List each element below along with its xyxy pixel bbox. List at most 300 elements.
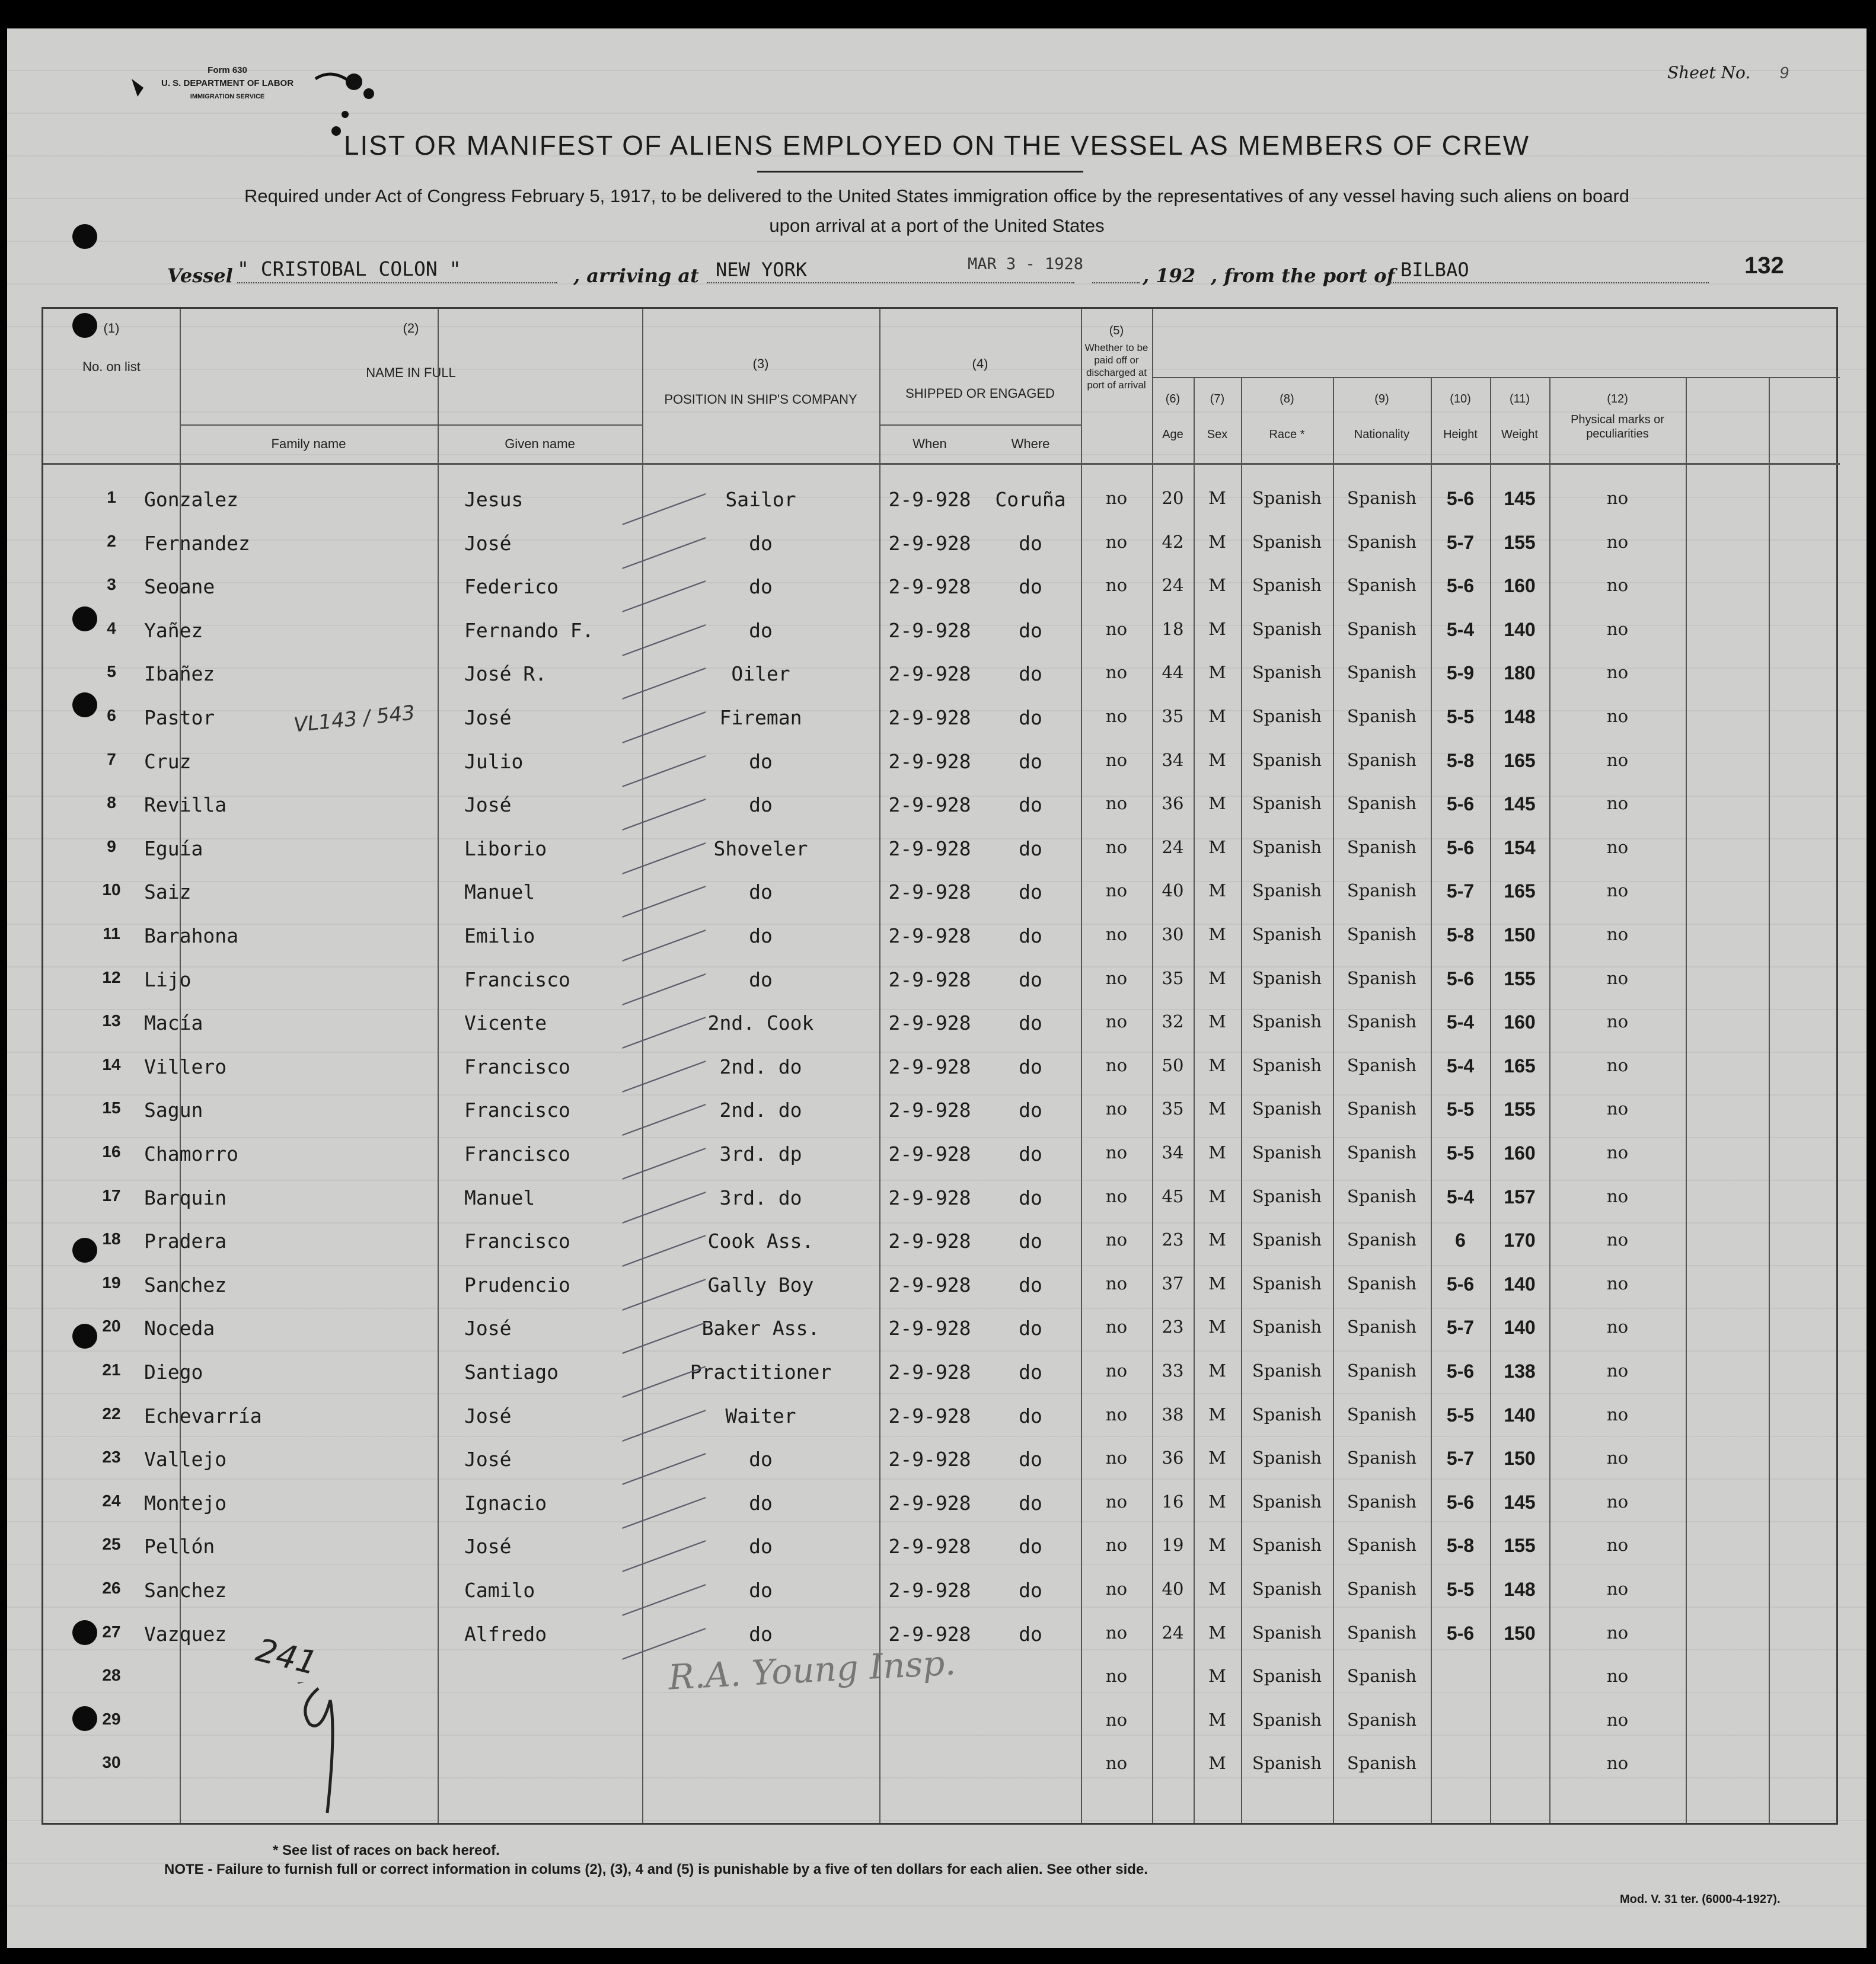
cell-paid: no bbox=[1105, 1361, 1128, 1381]
cell-paid: no bbox=[1105, 1535, 1128, 1556]
cell-nationality: Spanish bbox=[1347, 531, 1417, 552]
cell-when: 2-9-928 bbox=[888, 1579, 971, 1602]
header-c12-num: (12) bbox=[1607, 392, 1628, 405]
department: U. S. DEPARTMENT OF LABOR bbox=[161, 78, 294, 88]
cell-position: do bbox=[749, 924, 773, 947]
cell-weight: 170 bbox=[1504, 1230, 1536, 1251]
table-row bbox=[43, 481, 1840, 525]
cell-no: 11 bbox=[103, 924, 120, 943]
cell-marks: no bbox=[1606, 1535, 1629, 1556]
cell-weight: 160 bbox=[1504, 1142, 1536, 1164]
cell-marks: no bbox=[1606, 1230, 1629, 1250]
cell-family: Chamorro bbox=[144, 1142, 238, 1165]
cell-marks: no bbox=[1606, 1666, 1629, 1687]
cell-no: 6 bbox=[107, 706, 116, 724]
table-row bbox=[43, 568, 1840, 612]
cell-weight: 140 bbox=[1504, 1273, 1536, 1295]
header-c4b: Where bbox=[1011, 436, 1050, 451]
form-number: Form 630 bbox=[208, 65, 247, 75]
cell-marks: no bbox=[1606, 1404, 1629, 1425]
cell-when: 2-9-928 bbox=[888, 488, 971, 511]
cell-height: 5-8 bbox=[1446, 1535, 1475, 1557]
cell-height: 5-6 bbox=[1446, 1273, 1475, 1295]
cell-when: 2-9-928 bbox=[888, 575, 971, 599]
cell-sex: M bbox=[1208, 1098, 1226, 1119]
cell-nationality: Spanish bbox=[1347, 1055, 1417, 1075]
cell-where: do bbox=[1019, 1448, 1042, 1471]
cell-paid: no bbox=[1105, 1404, 1128, 1425]
cell-marks: no bbox=[1606, 749, 1629, 770]
cell-race: Spanish bbox=[1252, 1709, 1322, 1730]
cell-no: 9 bbox=[107, 836, 116, 855]
table-row bbox=[43, 961, 1840, 1005]
arriving-label: , arriving at bbox=[573, 264, 699, 287]
sheet-value: 9 bbox=[1779, 63, 1789, 82]
cell-race: Spanish bbox=[1252, 1098, 1322, 1119]
table-row bbox=[43, 1179, 1840, 1223]
cell-no: 16 bbox=[102, 1142, 121, 1161]
cell-race: Spanish bbox=[1252, 1142, 1322, 1163]
header-c7-num: (7) bbox=[1210, 392, 1225, 405]
cell-age: 16 bbox=[1162, 1491, 1184, 1512]
cell-race: Spanish bbox=[1252, 880, 1322, 901]
cell-race: Spanish bbox=[1252, 1491, 1322, 1512]
header-c4a: When bbox=[913, 436, 947, 451]
cell-when: 2-9-928 bbox=[888, 1535, 971, 1559]
cell-given: Francisco bbox=[464, 967, 570, 991]
cell-position: do bbox=[749, 749, 773, 773]
cell-sex: M bbox=[1208, 575, 1226, 596]
cell-age: 23 bbox=[1162, 1317, 1184, 1337]
cell-sex: M bbox=[1208, 1186, 1226, 1206]
cell-paid: no bbox=[1105, 1230, 1128, 1250]
cell-family: Ibañez bbox=[144, 662, 215, 686]
cell-weight: 155 bbox=[1504, 967, 1536, 989]
cell-no: 25 bbox=[102, 1535, 121, 1554]
table-row bbox=[43, 1222, 1840, 1266]
cell-height: 5-7 bbox=[1446, 531, 1475, 553]
cell-family: Noceda bbox=[144, 1317, 215, 1340]
table-row bbox=[43, 655, 1840, 699]
table-row bbox=[43, 525, 1840, 569]
cell-race: Spanish bbox=[1252, 1273, 1322, 1294]
cell-family: Fernandez bbox=[144, 531, 250, 555]
cell-position: do bbox=[749, 1448, 773, 1471]
cell-family: Revilla bbox=[144, 793, 227, 817]
table-row bbox=[43, 1397, 1840, 1441]
cell-sex: M bbox=[1208, 1230, 1226, 1250]
cell-marks: no bbox=[1606, 924, 1629, 944]
cell-marks: no bbox=[1606, 1186, 1629, 1206]
header-c9: Nationality bbox=[1354, 428, 1410, 441]
cell-given: Ignacio bbox=[464, 1491, 547, 1515]
cell-paid: no bbox=[1105, 488, 1128, 508]
header-c5: Whether to be paid off or discharged at port of arrival bbox=[1084, 342, 1148, 391]
cell-race: Spanish bbox=[1252, 1361, 1322, 1381]
cell-age: 32 bbox=[1162, 1011, 1184, 1032]
cell-age: 18 bbox=[1162, 618, 1184, 639]
cell-sex: M bbox=[1208, 706, 1226, 726]
cell-where: do bbox=[1019, 1011, 1042, 1035]
cell-nationality: Spanish bbox=[1347, 575, 1417, 596]
cell-height: 6 bbox=[1455, 1230, 1466, 1251]
cell-paid: no bbox=[1105, 662, 1128, 683]
cell-marks: no bbox=[1606, 488, 1629, 508]
cell-age: 37 bbox=[1162, 1273, 1184, 1294]
cell-marks: no bbox=[1606, 618, 1629, 639]
header-c4-num: (4) bbox=[972, 356, 988, 371]
manifest-page bbox=[7, 28, 1867, 1948]
cell-race: Spanish bbox=[1252, 706, 1322, 726]
cell-where: do bbox=[1019, 1622, 1042, 1646]
cell-when: 2-9-928 bbox=[888, 793, 971, 817]
cell-no: 22 bbox=[102, 1404, 121, 1423]
cell-sex: M bbox=[1208, 1404, 1226, 1425]
cell-height: 5-4 bbox=[1446, 1011, 1475, 1033]
service: IMMIGRATION SERVICE bbox=[190, 93, 265, 100]
vessel-label: Vessel bbox=[167, 264, 233, 287]
cell-no: 27 bbox=[102, 1622, 121, 1641]
cell-race: Spanish bbox=[1252, 836, 1322, 857]
cell-where: do bbox=[1019, 749, 1042, 773]
cell-weight: 155 bbox=[1504, 1535, 1536, 1557]
cell-given: Liborio bbox=[464, 836, 547, 860]
cell-given: Francisco bbox=[464, 1142, 570, 1165]
cell-position: 3rd. do bbox=[719, 1186, 802, 1209]
cell-weight: 140 bbox=[1504, 1404, 1536, 1426]
cell-nationality: Spanish bbox=[1347, 1709, 1417, 1730]
cell-no: 10 bbox=[102, 880, 121, 899]
sheet-label: Sheet No. bbox=[1667, 63, 1751, 82]
cell-nationality: Spanish bbox=[1347, 1011, 1417, 1032]
cell-race: Spanish bbox=[1252, 749, 1322, 770]
subtitle-text: Required under Act of Congress February 5, 1917, to be delivered to the United States immigration office by the representatives of any vessel having such aliens on board upon arrival at a port of the United States bbox=[244, 186, 1630, 236]
cell-no: 21 bbox=[102, 1361, 121, 1379]
cell-position: do bbox=[749, 880, 773, 904]
cell-sex: M bbox=[1208, 924, 1226, 944]
cell-given: Francisco bbox=[464, 1230, 570, 1253]
cell-sex: M bbox=[1208, 1448, 1226, 1468]
cell-weight: 165 bbox=[1504, 880, 1536, 902]
cell-family: Cruz bbox=[144, 749, 192, 773]
cell-no: 23 bbox=[102, 1448, 121, 1467]
cell-no: 30 bbox=[102, 1753, 121, 1772]
cell-when: 2-9-928 bbox=[888, 1273, 971, 1296]
header-rule bbox=[879, 424, 1081, 426]
form-model: Mod. V. 31 ter. (6000-4-1927). bbox=[1620, 1893, 1781, 1906]
cell-no: 24 bbox=[102, 1491, 121, 1510]
cell-where: do bbox=[1019, 793, 1042, 817]
cell-paid: no bbox=[1105, 1273, 1128, 1294]
cell-given: José bbox=[464, 793, 512, 817]
cell-paid: no bbox=[1105, 1579, 1128, 1599]
cell-race: Spanish bbox=[1252, 1404, 1322, 1425]
cell-no: 28 bbox=[102, 1666, 121, 1685]
cell-where: do bbox=[1019, 1404, 1042, 1428]
cell-no: 3 bbox=[107, 575, 116, 594]
cell-weight: 148 bbox=[1504, 1579, 1536, 1600]
cell-sex: M bbox=[1208, 1753, 1226, 1774]
cell-height: 5-5 bbox=[1446, 1579, 1475, 1600]
cell-nationality: Spanish bbox=[1347, 793, 1417, 814]
cell-position: Sailor bbox=[725, 488, 796, 511]
cell-given: Prudencio bbox=[464, 1273, 570, 1296]
cell-weight: 155 bbox=[1504, 531, 1536, 553]
cell-sex: M bbox=[1208, 531, 1226, 552]
cell-where: do bbox=[1019, 1361, 1042, 1384]
cell-paid: no bbox=[1105, 1055, 1128, 1075]
cell-sex: M bbox=[1208, 1709, 1226, 1730]
cell-weight: 165 bbox=[1504, 1055, 1536, 1077]
cell-position: Waiter bbox=[725, 1404, 796, 1428]
cell-paid: no bbox=[1105, 1317, 1128, 1337]
cell-no: 14 bbox=[102, 1055, 121, 1074]
cell-family: Lijo bbox=[144, 967, 192, 991]
cell-age: 23 bbox=[1162, 1230, 1184, 1250]
cell-no: 12 bbox=[102, 967, 121, 986]
cell-race: Spanish bbox=[1252, 1448, 1322, 1468]
cell-when: 2-9-928 bbox=[888, 1622, 971, 1646]
cell-age: 30 bbox=[1162, 924, 1184, 944]
cell-paid: no bbox=[1105, 924, 1128, 944]
header-c1-num: (1) bbox=[103, 321, 120, 336]
margin-number: 241 bbox=[252, 1631, 321, 1682]
cell-sex: M bbox=[1208, 488, 1226, 508]
cell-paid: no bbox=[1105, 1186, 1128, 1206]
header-rule bbox=[1152, 377, 1840, 378]
header-c2: NAME IN FULL bbox=[366, 365, 456, 380]
cell-family: Sagun bbox=[144, 1098, 203, 1122]
cell-weight: 145 bbox=[1504, 793, 1536, 815]
cell-sex: M bbox=[1208, 749, 1226, 770]
cell-family: Sanchez bbox=[144, 1579, 227, 1602]
header-c2-num: (2) bbox=[403, 321, 419, 336]
cell-race: Spanish bbox=[1252, 618, 1322, 639]
cell-nationality: Spanish bbox=[1347, 1142, 1417, 1163]
cell-when: 2-9-928 bbox=[888, 1448, 971, 1471]
cell-paid: no bbox=[1105, 880, 1128, 901]
cell-nationality: Spanish bbox=[1347, 967, 1417, 988]
cell-height: 5-4 bbox=[1446, 618, 1475, 640]
cell-race: Spanish bbox=[1252, 924, 1322, 944]
cell-weight: 154 bbox=[1504, 836, 1536, 858]
cell-age: 19 bbox=[1162, 1535, 1184, 1556]
cell-marks: no bbox=[1606, 1055, 1629, 1075]
cell-age: 45 bbox=[1162, 1186, 1184, 1206]
header-c8: Race * bbox=[1269, 428, 1305, 441]
cell-sex: M bbox=[1208, 836, 1226, 857]
cell-given: Alfredo bbox=[464, 1622, 547, 1646]
title-rule bbox=[757, 171, 1083, 173]
cell-when: 2-9-928 bbox=[888, 1230, 971, 1253]
penalty-note: NOTE - Failure to furnish full or correct information in colums (2), (3), 4 and (5) is punishable by a five of ten dollars for each alien. See other side. bbox=[164, 1861, 1148, 1877]
cell-family: Vazquez bbox=[144, 1622, 227, 1646]
cell-where: do bbox=[1019, 1535, 1042, 1559]
port-label: , from the port of bbox=[1211, 264, 1395, 287]
row-note: VL143 / 543 bbox=[292, 701, 416, 737]
cell-paid: no bbox=[1105, 1753, 1128, 1774]
cell-race: Spanish bbox=[1252, 575, 1322, 596]
cell-weight: 150 bbox=[1504, 1622, 1536, 1644]
cell-position: do bbox=[749, 575, 773, 599]
cell-age: 24 bbox=[1162, 1622, 1184, 1643]
cell-no: 8 bbox=[107, 793, 116, 812]
cell-given: Francisco bbox=[464, 1098, 570, 1122]
cell-weight: 150 bbox=[1504, 1448, 1536, 1470]
cell-where: do bbox=[1019, 1186, 1042, 1209]
cell-age: 35 bbox=[1162, 1098, 1184, 1119]
cell-position: 3rd. dp bbox=[719, 1142, 802, 1165]
cell-where: do bbox=[1019, 1273, 1042, 1296]
cell-age: 24 bbox=[1162, 836, 1184, 857]
cell-weight: 148 bbox=[1504, 706, 1536, 727]
cell-family: Pradera bbox=[144, 1230, 227, 1253]
cell-nationality: Spanish bbox=[1347, 1491, 1417, 1512]
cell-given: José bbox=[464, 531, 512, 555]
cell-race: Spanish bbox=[1252, 1011, 1322, 1032]
cell-no: 15 bbox=[102, 1098, 121, 1117]
cell-race: Spanish bbox=[1252, 1186, 1322, 1206]
cell-weight: 155 bbox=[1504, 1098, 1536, 1120]
cell-given: Julio bbox=[464, 749, 524, 773]
cell-race: Spanish bbox=[1252, 793, 1322, 814]
cell-age: 50 bbox=[1162, 1055, 1184, 1075]
cell-age: 44 bbox=[1162, 662, 1184, 683]
cell-age: 40 bbox=[1162, 1579, 1184, 1599]
cell-no: 7 bbox=[107, 749, 116, 768]
cell-height: 5-5 bbox=[1446, 706, 1475, 727]
header-c11: Weight bbox=[1501, 428, 1538, 441]
table-row bbox=[43, 786, 1840, 830]
cell-paid: no bbox=[1105, 749, 1128, 770]
cell-height: 5-5 bbox=[1446, 1404, 1475, 1426]
table-row bbox=[43, 873, 1840, 917]
cell-nationality: Spanish bbox=[1347, 1448, 1417, 1468]
cell-height: 5-8 bbox=[1446, 924, 1475, 946]
cell-paid: no bbox=[1105, 1098, 1128, 1119]
cell-given: José bbox=[464, 1535, 512, 1559]
cell-nationality: Spanish bbox=[1347, 488, 1417, 508]
cell-family: Seoane bbox=[144, 575, 215, 599]
cell-age: 24 bbox=[1162, 575, 1184, 596]
cell-height: 5-4 bbox=[1446, 1055, 1475, 1077]
cell-weight: 150 bbox=[1504, 924, 1536, 946]
cell-race: Spanish bbox=[1252, 531, 1322, 552]
cell-where: do bbox=[1019, 1579, 1042, 1602]
cell-no: 20 bbox=[102, 1317, 121, 1336]
cell-given: José R. bbox=[464, 662, 547, 686]
cell-no: 5 bbox=[107, 662, 116, 681]
cell-position: do bbox=[749, 531, 773, 555]
cell-height: 5-6 bbox=[1446, 575, 1475, 597]
cell-when: 2-9-928 bbox=[888, 749, 971, 773]
cell-age: 33 bbox=[1162, 1361, 1184, 1381]
cell-height: 5-6 bbox=[1446, 967, 1475, 989]
cell-position: do bbox=[749, 1491, 773, 1515]
table-row bbox=[43, 1528, 1840, 1572]
cell-given: Santiago bbox=[464, 1361, 559, 1384]
cell-height: 5-9 bbox=[1446, 662, 1475, 684]
cell-family: Sanchez bbox=[144, 1273, 227, 1296]
cell-sex: M bbox=[1208, 1142, 1226, 1163]
cell-paid: no bbox=[1105, 1448, 1128, 1468]
cell-weight: 157 bbox=[1504, 1186, 1536, 1208]
cell-race: Spanish bbox=[1252, 1579, 1322, 1599]
cell-no: 2 bbox=[107, 531, 116, 550]
cell-height: 5-7 bbox=[1446, 1448, 1475, 1470]
cell-no: 1 bbox=[107, 488, 116, 506]
cell-height: 5-5 bbox=[1446, 1098, 1475, 1120]
header-c3-num: (3) bbox=[752, 356, 769, 371]
cell-family: Saiz bbox=[144, 880, 192, 904]
cell-height: 5-8 bbox=[1446, 749, 1475, 771]
cell-no: 19 bbox=[102, 1273, 121, 1292]
cell-family: Yañez bbox=[144, 618, 203, 642]
cell-age: 34 bbox=[1162, 749, 1184, 770]
header-c12: Physical marks or peculiarities bbox=[1571, 413, 1664, 440]
cell-position: do bbox=[749, 1622, 773, 1646]
cell-age: 38 bbox=[1162, 1404, 1184, 1425]
cell-given: José bbox=[464, 1404, 512, 1428]
cell-no: 29 bbox=[102, 1709, 121, 1728]
cell-position: 2nd. do bbox=[719, 1055, 802, 1078]
cell-sex: M bbox=[1208, 1273, 1226, 1294]
cell-position: Cook Ass. bbox=[707, 1230, 814, 1253]
table-row bbox=[43, 917, 1840, 961]
cell-weight: 165 bbox=[1504, 749, 1536, 771]
header-c1: No. on list bbox=[82, 359, 141, 374]
table-row bbox=[43, 612, 1840, 656]
cell-position: Fireman bbox=[719, 706, 802, 729]
cell-height: 5-6 bbox=[1446, 836, 1475, 858]
cell-sex: M bbox=[1208, 1317, 1226, 1337]
cell-sex: M bbox=[1208, 967, 1226, 988]
cell-nationality: Spanish bbox=[1347, 1753, 1417, 1774]
cell-where: do bbox=[1019, 531, 1042, 555]
cell-height: 5-4 bbox=[1446, 1186, 1475, 1208]
cell-no: 18 bbox=[102, 1230, 121, 1248]
cell-where: do bbox=[1019, 618, 1042, 642]
cell-where: do bbox=[1019, 706, 1042, 729]
cell-position: do bbox=[749, 793, 773, 817]
cell-sex: M bbox=[1208, 1361, 1226, 1381]
cell-nationality: Spanish bbox=[1347, 1579, 1417, 1599]
cell-nationality: Spanish bbox=[1347, 1361, 1417, 1381]
cell-sex: M bbox=[1208, 662, 1226, 683]
cell-position: Oiler bbox=[731, 662, 790, 686]
cell-when: 2-9-928 bbox=[888, 618, 971, 642]
cell-height: 5-6 bbox=[1446, 1622, 1475, 1644]
cell-given: Federico bbox=[464, 575, 559, 599]
cell-sex: M bbox=[1208, 793, 1226, 814]
cell-marks: no bbox=[1606, 1709, 1629, 1730]
cell-sex: M bbox=[1208, 1011, 1226, 1032]
cell-position: 2nd. do bbox=[719, 1098, 802, 1122]
cell-nationality: Spanish bbox=[1347, 749, 1417, 770]
cell-when: 2-9-928 bbox=[888, 1098, 971, 1122]
cell-paid: no bbox=[1105, 1142, 1128, 1163]
cell-paid: no bbox=[1105, 575, 1128, 596]
table-row bbox=[43, 1004, 1840, 1048]
cell-family: Eguía bbox=[144, 836, 203, 860]
cell-nationality: Spanish bbox=[1347, 618, 1417, 639]
cell-family: Echevarría bbox=[144, 1404, 262, 1428]
table-row bbox=[43, 1484, 1840, 1528]
cell-race: Spanish bbox=[1252, 1055, 1322, 1075]
header-c5-num: (5) bbox=[1109, 324, 1124, 337]
cell-nationality: Spanish bbox=[1347, 1666, 1417, 1687]
cell-family: Macía bbox=[144, 1011, 203, 1035]
